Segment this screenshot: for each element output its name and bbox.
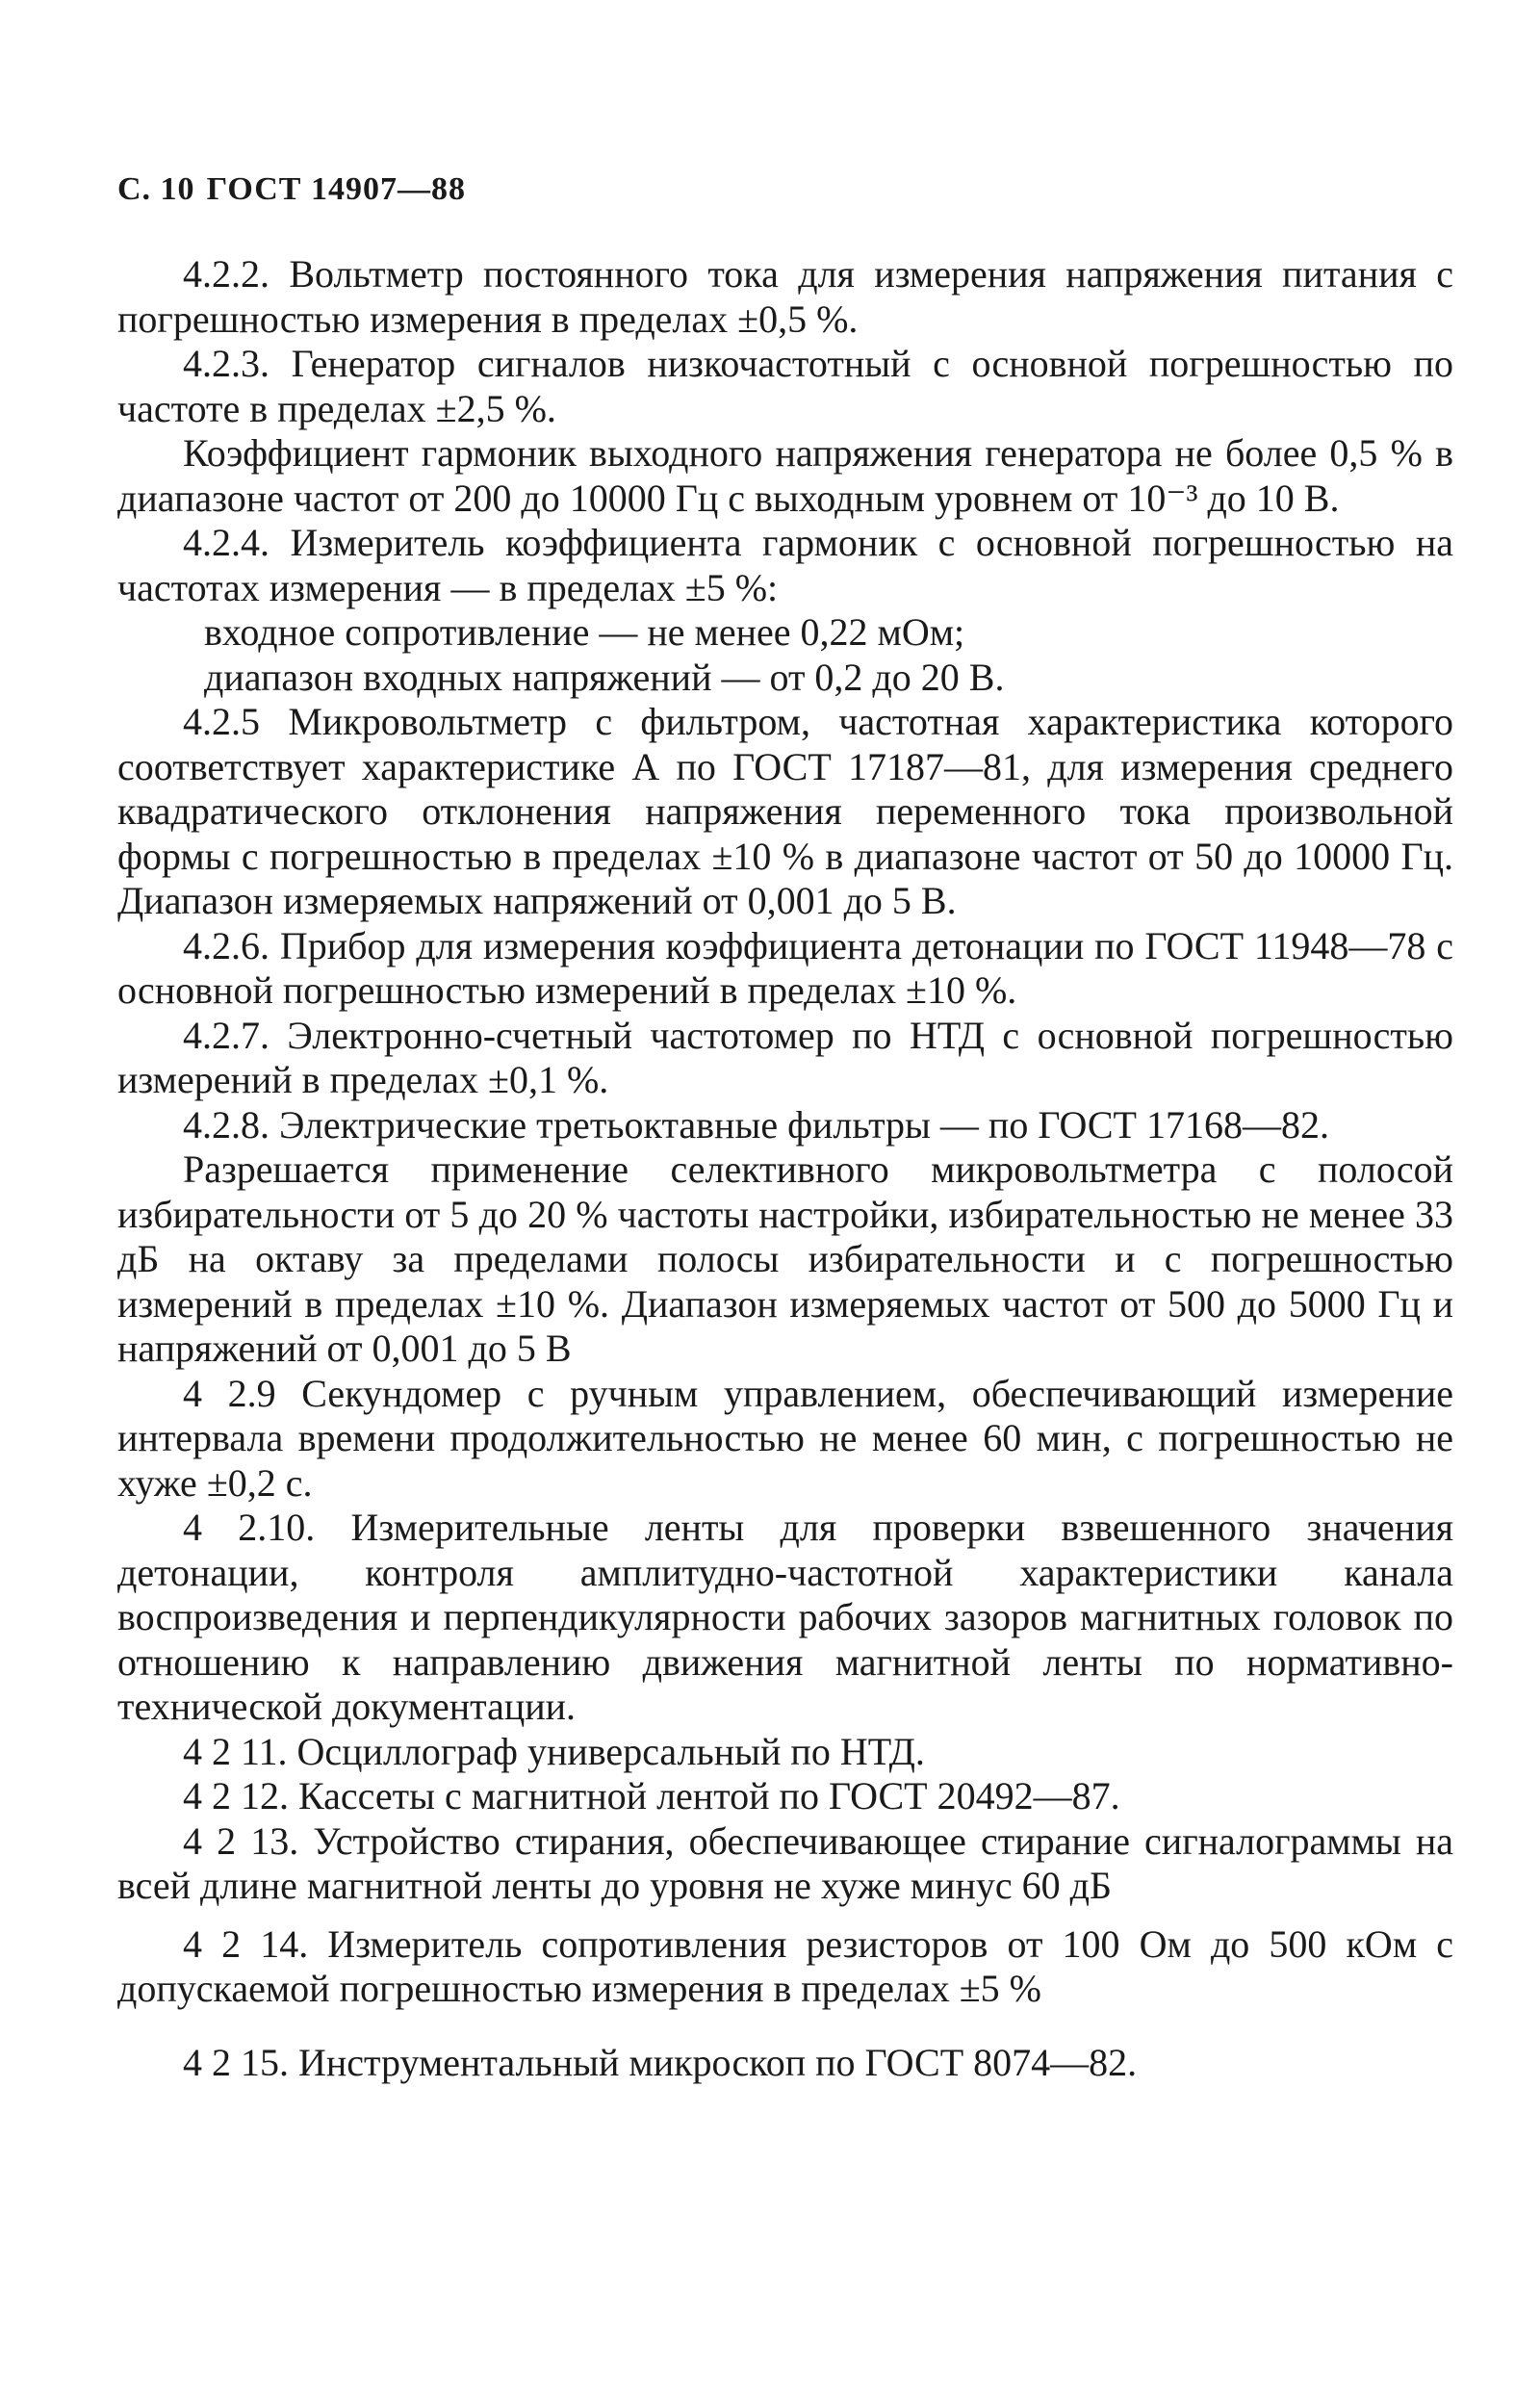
paragraph-4-2-8: 4.2.8. Электрические третьоктавные фильтры — по ГОСТ 17168—82. [183,1102,1329,1147]
list-item-input-voltage-range: диапазон входных напряжений — от 0,2 до 20 В. [204,655,1005,699]
paragraph-4-2-9: 4 2.9 Секундомер с ручным управлением, обеспечивающий измерение интервала времени продолжительностью не менее 60 мин, с погрешностью не хуже ±0,2 с. [117,1371,1453,1505]
paragraph-4-2-2: 4.2.2. Вольтметр постоянного тока для измерения напряжения питания с погрешностью измерения в пределах ±0,5 %. [117,252,1453,341]
paragraph-harmonic-coefficient: Коэффициент гармоник выходного напряжения генератора не более 0,5 % в диапазоне частот от 200 до 10000 Гц с выходным уровнем от 10⁻³ до 10 В. [117,431,1453,520]
paragraph-selective-microvoltmeter: Разрешается применение селективного микровольтметра с полосой избирательности от 5 до 20 % частоты настройки, избирательностью не менее 33 дБ на октаву за пределами полосы избирательности и с погрешностью измерений в пределах ±10 %. Диапазон измеряемых частот от 500 до 5000 Гц и напряжений от 0,001 до 5 В [117,1147,1453,1370]
paragraph-4-2-7: 4.2.7. Электронно-счетный частотомер по НТД с основной погрешностью измерений в пределах ±0,1 %. [117,1013,1453,1101]
page-ref: С. 10 [117,171,195,207]
document-body [117,252,1453,2085]
list-item-input-resistance: входное сопротивление — не менее 0,22 мОм; [204,610,965,654]
paragraph-4-2-13: 4 2 13. Устройство стирания, обеспечивающее стирание сигналограммы на всей длине магнитной ленты до уровня не хуже минус 60 дБ [117,1818,1453,1907]
paragraph-4-2-14: 4 2 14. Измеритель сопротивления резисторов от 100 Ом до 500 кОм с допускаемой погрешностью измерения в пределах ±5 % [117,1921,1453,2010]
paragraph-4-2-6: 4.2.6. Прибор для измерения коэффициента детонации по ГОСТ 11948—78 с основной погрешностью измерений в пределах ±10 %. [117,923,1453,1012]
paragraph-4-2-5: 4.2.5 Микровольтметр с фильтром, частотная характеристика которого соответствует характеристике А по ГОСТ 17187—81, для измерения среднего квадратического отклонения напряжения переменного тока произвольной формы с погрешностью в пределах ±10 % в диапазоне частот от 50 до 10000 Гц. Диапазон измеряемых напряжений от 0,001 до 5 В. [117,700,1453,922]
paragraph-4-2-15: 4 2 15. Инструментальный микроскоп по ГОСТ 8074—82. [183,2040,1138,2084]
paragraph-4-2-10: 4 2.10. Измерительные ленты для проверки взвешенного значения детонации, контроля амплитудно-частотной характеристики канала воспроизведения и перпендикулярности рабочих зазоров магнитных головок по отношению к направлению движения магнитной ленты по нормативно-технической документации. [117,1506,1453,1728]
page-header [117,171,466,208]
standard-number: ГОСТ 14907—88 [206,171,466,207]
paragraph-4-2-4: 4.2.4. Измеритель коэффициента гармоник с основной погрешностью на частотах измерения — в пределах ±5 %: [117,521,1453,609]
paragraph-4-2-11: 4 2 11. Осциллограф универсальный по НТД. [183,1729,925,1773]
paragraph-4-2-12: 4 2 12. Кассеты с магнитной лентой по ГОСТ 20492—87. [183,1774,1120,1817]
paragraph-4-2-3: 4.2.3. Генератор сигналов низкочастотный с основной погрешностью по частоте в пределах ±2,5 %. [117,342,1453,430]
